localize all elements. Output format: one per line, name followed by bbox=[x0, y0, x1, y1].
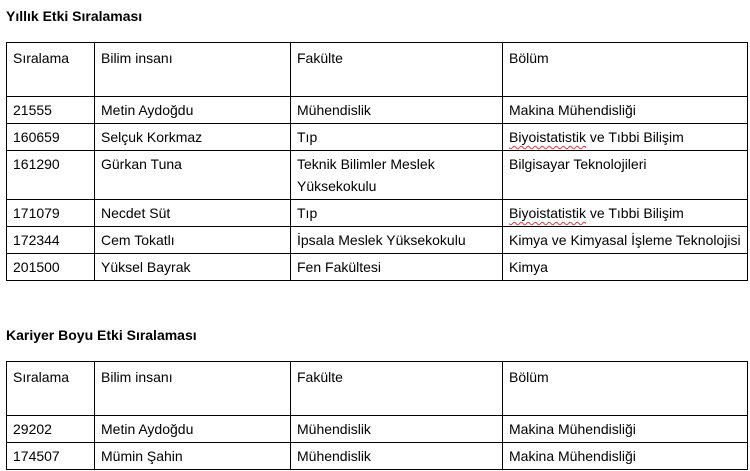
cell-faculty: İpsala Meslek Yüksekokulu bbox=[291, 227, 503, 254]
cell-rank: 174507 bbox=[7, 443, 95, 470]
cell-rank: 172344 bbox=[7, 227, 95, 254]
cell-scientist: Mümin Şahin bbox=[95, 443, 291, 470]
table-row bbox=[7, 151, 748, 200]
table-header-row bbox=[7, 43, 748, 97]
career-ranking-title: Kariyer Boyu Etki Sıralaması bbox=[6, 327, 197, 343]
spellcheck-word: Biyoistatistik bbox=[509, 129, 587, 145]
cell-scientist: Yüksel Bayrak bbox=[95, 254, 291, 281]
cell-department: Biyoistatistik ve Tıbbi Bilişim bbox=[503, 200, 748, 227]
cell-rank: 29202 bbox=[7, 416, 95, 443]
cell-faculty: Teknik Bilimler Meslek Yüksekokulu bbox=[291, 151, 503, 200]
cell-rank: 171079 bbox=[7, 200, 95, 227]
header-department: Bölüm bbox=[503, 362, 748, 416]
annual-ranking-table bbox=[6, 42, 748, 281]
table-row bbox=[7, 124, 748, 151]
cell-faculty: Tıp bbox=[291, 124, 503, 151]
header-faculty: Fakülte bbox=[291, 362, 503, 416]
cell-scientist: Cem Tokatlı bbox=[95, 227, 291, 254]
cell-faculty: Mühendislik bbox=[291, 443, 503, 470]
table-header-row bbox=[7, 362, 748, 416]
annual-ranking-title: Yıllık Etki Sıralaması bbox=[6, 8, 143, 24]
table-row bbox=[7, 443, 748, 470]
cell-scientist: Gürkan Tuna bbox=[95, 151, 291, 200]
cell-rank: 21555 bbox=[7, 97, 95, 124]
header-scientist: Bilim insanı bbox=[95, 43, 291, 97]
cell-scientist: Metin Aydoğdu bbox=[95, 416, 291, 443]
spellcheck-word: Biyoistatistik bbox=[509, 205, 587, 221]
cell-department: Biyoistatistik ve Tıbbi Bilişim bbox=[503, 124, 748, 151]
cell-department: Makina Mühendisliği bbox=[503, 416, 748, 443]
header-faculty: Fakülte bbox=[291, 43, 503, 97]
cell-scientist: Necdet Süt bbox=[95, 200, 291, 227]
table-row bbox=[7, 227, 748, 254]
table-row bbox=[7, 254, 748, 281]
table-row bbox=[7, 416, 748, 443]
cell-scientist: Metin Aydoğdu bbox=[95, 97, 291, 124]
cell-rank: 201500 bbox=[7, 254, 95, 281]
cell-rank: 161290 bbox=[7, 151, 95, 200]
table-row bbox=[7, 97, 748, 124]
header-rank: Sıralama bbox=[7, 43, 95, 97]
cell-department: Makina Mühendisliği bbox=[503, 443, 748, 470]
header-scientist: Bilim insanı bbox=[95, 362, 291, 416]
cell-faculty: Tıp bbox=[291, 200, 503, 227]
cell-faculty: Mühendislik bbox=[291, 97, 503, 124]
header-department: Bölüm bbox=[503, 43, 748, 97]
cell-department: Bilgisayar Teknolojileri bbox=[503, 151, 748, 200]
career-ranking-table bbox=[6, 361, 748, 470]
cell-department: Kimya ve Kimyasal İşleme Teknolojisi bbox=[503, 227, 748, 254]
cell-rank: 160659 bbox=[7, 124, 95, 151]
cell-faculty: Mühendislik bbox=[291, 416, 503, 443]
cell-scientist: Selçuk Korkmaz bbox=[95, 124, 291, 151]
cell-department: Makina Mühendisliği bbox=[503, 97, 748, 124]
table-row bbox=[7, 200, 748, 227]
header-rank: Sıralama bbox=[7, 362, 95, 416]
cell-faculty: Fen Fakültesi bbox=[291, 254, 503, 281]
cell-department: Kimya bbox=[503, 254, 748, 281]
